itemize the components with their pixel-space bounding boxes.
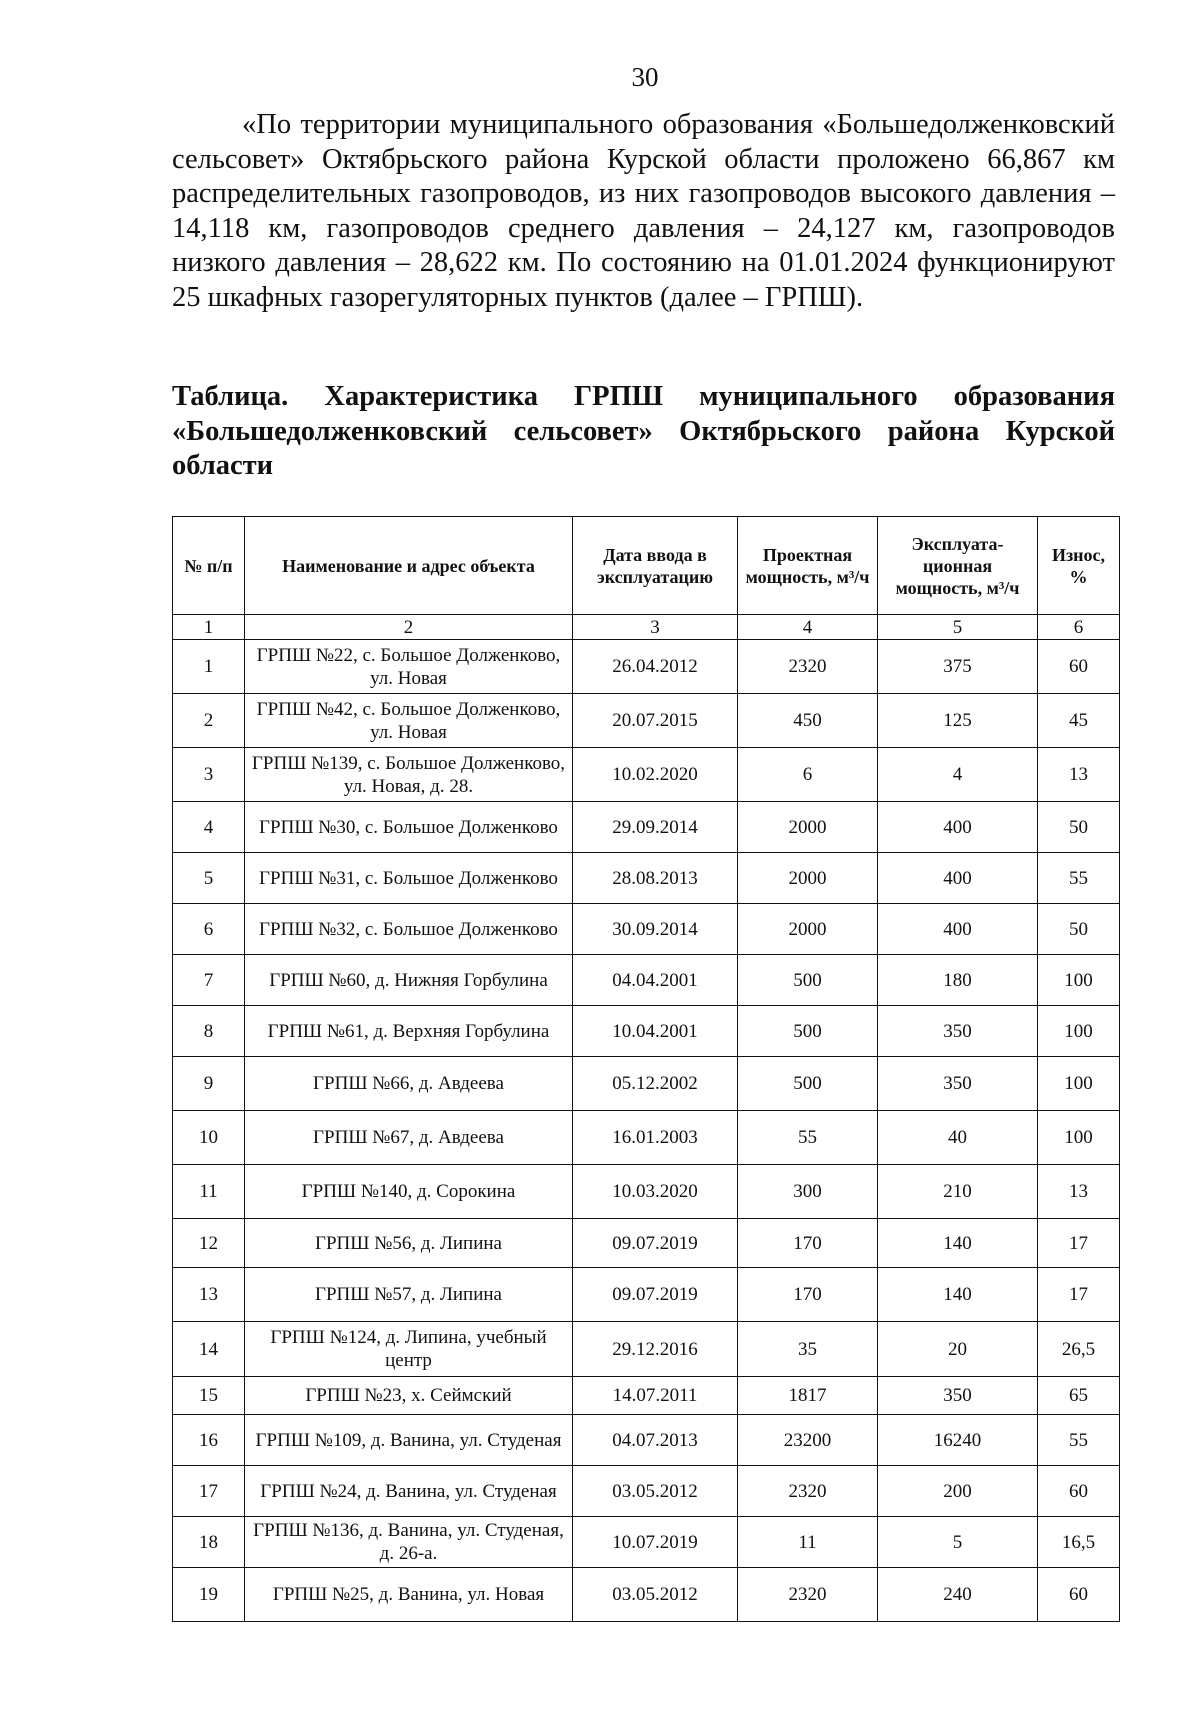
cell-operating-capacity: 400 [878,853,1038,904]
cell-design-capacity: 2320 [738,1466,878,1517]
cell-name: ГРПШ №67, д. Авдеева [245,1111,573,1165]
table-title: Таблица. Характеристика ГРПШ муниципального образования «Большедолженковский сельсовет» Октябрьского района Курской области [172,381,1115,481]
cell-wear: 26,5 [1038,1322,1120,1377]
cell-name: ГРПШ №139, с. Большое Долженково, ул. Новая, д. 28. [245,748,573,802]
cell-number: 7 [173,955,245,1006]
cell-date: 10.04.2001 [573,1006,738,1057]
cell-number: 19 [173,1568,245,1622]
header-name-address: Наименование и адрес объекта [245,517,573,615]
table-row [173,955,1120,1006]
column-number: 5 [878,615,1038,640]
cell-number: 16 [173,1415,245,1466]
cell-date: 29.09.2014 [573,802,738,853]
cell-name: ГРПШ №109, д. Ванина, ул. Студеная [245,1415,573,1466]
cell-date: 04.07.2013 [573,1415,738,1466]
cell-number: 14 [173,1322,245,1377]
column-number: 1 [173,615,245,640]
cell-design-capacity: 2320 [738,640,878,694]
cell-name: ГРПШ №140, д. Сорокина [245,1165,573,1219]
cell-design-capacity: 450 [738,694,878,748]
cell-name: ГРПШ №25, д. Ванина, ул. Новая [245,1568,573,1622]
table-row [173,1057,1120,1111]
cell-name: ГРПШ №30, с. Большое Долженково [245,802,573,853]
cell-operating-capacity: 5 [878,1517,1038,1568]
cell-date: 09.07.2019 [573,1268,738,1322]
cell-date: 26.04.2012 [573,640,738,694]
cell-date: 10.03.2020 [573,1165,738,1219]
header-number: № п/п [173,517,245,615]
cell-operating-capacity: 400 [878,802,1038,853]
cell-wear: 50 [1038,904,1120,955]
cell-wear: 50 [1038,802,1120,853]
cell-date: 05.12.2002 [573,1057,738,1111]
cell-design-capacity: 35 [738,1322,878,1377]
table-header-row [173,517,1120,615]
column-number: 4 [738,615,878,640]
cell-operating-capacity: 180 [878,955,1038,1006]
column-number: 6 [1038,615,1120,640]
cell-date: 04.04.2001 [573,955,738,1006]
table-row [173,1517,1120,1568]
cell-number: 10 [173,1111,245,1165]
cell-wear: 55 [1038,853,1120,904]
cell-design-capacity: 500 [738,1057,878,1111]
column-number: 3 [573,615,738,640]
header-design-capacity: Проектная мощность, м³/ч [738,517,878,615]
cell-operating-capacity: 16240 [878,1415,1038,1466]
page-number: 30 [631,62,659,92]
cell-number: 17 [173,1466,245,1517]
table-row [173,1219,1120,1268]
cell-number: 13 [173,1268,245,1322]
cell-design-capacity: 6 [738,748,878,802]
cell-name: ГРПШ №23, х. Сеймский [245,1377,573,1415]
table-row [173,904,1120,955]
cell-number: 4 [173,802,245,853]
cell-name: ГРПШ №136, д. Ванина, ул. Студеная, д. 26-а. [245,1517,573,1568]
cell-design-capacity: 500 [738,1006,878,1057]
table-row [173,1165,1120,1219]
cell-wear: 16,5 [1038,1517,1120,1568]
cell-number: 3 [173,748,245,802]
cell-design-capacity: 23200 [738,1415,878,1466]
cell-wear: 100 [1038,1057,1120,1111]
cell-number: 9 [173,1057,245,1111]
cell-number: 6 [173,904,245,955]
cell-name: ГРПШ №22, с. Большое Долженково, ул. Новая [245,640,573,694]
table-row [173,1415,1120,1466]
cell-operating-capacity: 125 [878,694,1038,748]
cell-date: 09.07.2019 [573,1219,738,1268]
table-row [173,853,1120,904]
table-row [173,1006,1120,1057]
cell-number: 15 [173,1377,245,1415]
cell-name: ГРПШ №31, с. Большое Долженково [245,853,573,904]
cell-date: 03.05.2012 [573,1466,738,1517]
cell-operating-capacity: 4 [878,748,1038,802]
table-row [173,1111,1120,1165]
table-row [173,748,1120,802]
cell-design-capacity: 55 [738,1111,878,1165]
cell-date: 28.08.2013 [573,853,738,904]
cell-design-capacity: 2000 [738,853,878,904]
table-row [173,1268,1120,1322]
cell-design-capacity: 2320 [738,1568,878,1622]
cell-wear: 13 [1038,748,1120,802]
cell-design-capacity: 500 [738,955,878,1006]
cell-date: 16.01.2003 [573,1111,738,1165]
intro-paragraph: «По территории муниципального образования «Большедолженковский сельсовет» Октябрьского района Курской области проложено 66,867 км распределительных газопроводов, из них газопроводов высокого давления – 14,118 км, газопроводов среднего давления – 24,127 км, газопроводов низкого давления – 28,622 км. По состоянию на 01.01.2024 функционируют 25 шкафных газорегуляторных пунктов (далее – ГРПШ). [172,109,1115,313]
cell-name: ГРПШ №61, д. Верхняя Горбулина [245,1006,573,1057]
cell-number: 5 [173,853,245,904]
cell-number: 1 [173,640,245,694]
cell-date: 10.02.2020 [573,748,738,802]
cell-name: ГРПШ №24, д. Ванина, ул. Студеная [245,1466,573,1517]
cell-operating-capacity: 140 [878,1268,1038,1322]
cell-name: ГРПШ №32, с. Большое Долженково [245,904,573,955]
cell-date: 10.07.2019 [573,1517,738,1568]
cell-date: 14.07.2011 [573,1377,738,1415]
cell-date: 03.05.2012 [573,1568,738,1622]
column-number-row [173,615,1120,640]
cell-number: 2 [173,694,245,748]
cell-wear: 60 [1038,1568,1120,1622]
cell-design-capacity: 170 [738,1268,878,1322]
cell-operating-capacity: 350 [878,1377,1038,1415]
cell-name: ГРПШ №57, д. Липина [245,1268,573,1322]
table-row [173,1377,1120,1415]
cell-operating-capacity: 210 [878,1165,1038,1219]
cell-number: 12 [173,1219,245,1268]
cell-wear: 45 [1038,694,1120,748]
cell-name: ГРПШ №66, д. Авдеева [245,1057,573,1111]
header-operating-capacity: Эксплуата-ционная мощность, м³/ч [878,517,1038,615]
cell-design-capacity: 2000 [738,802,878,853]
cell-wear: 60 [1038,1466,1120,1517]
cell-operating-capacity: 140 [878,1219,1038,1268]
cell-date: 29.12.2016 [573,1322,738,1377]
cell-wear: 55 [1038,1415,1120,1466]
cell-date: 30.09.2014 [573,904,738,955]
cell-design-capacity: 2000 [738,904,878,955]
cell-number: 18 [173,1517,245,1568]
cell-operating-capacity: 200 [878,1466,1038,1517]
cell-design-capacity: 300 [738,1165,878,1219]
table-row [173,640,1120,694]
table-row [173,1322,1120,1377]
table-row [173,1466,1120,1517]
cell-wear: 100 [1038,1006,1120,1057]
cell-operating-capacity: 400 [878,904,1038,955]
table-row [173,802,1120,853]
cell-operating-capacity: 350 [878,1057,1038,1111]
cell-wear: 100 [1038,955,1120,1006]
cell-wear: 17 [1038,1219,1120,1268]
cell-name: ГРПШ №42, с. Большое Долженково, ул. Новая [245,694,573,748]
cell-wear: 100 [1038,1111,1120,1165]
cell-operating-capacity: 40 [878,1111,1038,1165]
cell-wear: 17 [1038,1268,1120,1322]
cell-name: ГРПШ №124, д. Липина, учебный центр [245,1322,573,1377]
cell-wear: 13 [1038,1165,1120,1219]
cell-operating-capacity: 375 [878,640,1038,694]
cell-name: ГРПШ №56, д. Липина [245,1219,573,1268]
cell-operating-capacity: 240 [878,1568,1038,1622]
cell-operating-capacity: 20 [878,1322,1038,1377]
header-commissioning-date: Дата ввода в эксплуатацию [573,517,738,615]
header-wear: Износ, % [1038,517,1120,615]
column-number: 2 [245,615,573,640]
cell-wear: 65 [1038,1377,1120,1415]
cell-name: ГРПШ №60, д. Нижняя Горбулина [245,955,573,1006]
cell-design-capacity: 170 [738,1219,878,1268]
cell-operating-capacity: 350 [878,1006,1038,1057]
table-row [173,1568,1120,1622]
table-row [173,694,1120,748]
cell-number: 8 [173,1006,245,1057]
cell-date: 20.07.2015 [573,694,738,748]
cell-wear: 60 [1038,640,1120,694]
cell-number: 11 [173,1165,245,1219]
grps-table [172,516,1120,1622]
cell-design-capacity: 1817 [738,1377,878,1415]
cell-design-capacity: 11 [738,1517,878,1568]
